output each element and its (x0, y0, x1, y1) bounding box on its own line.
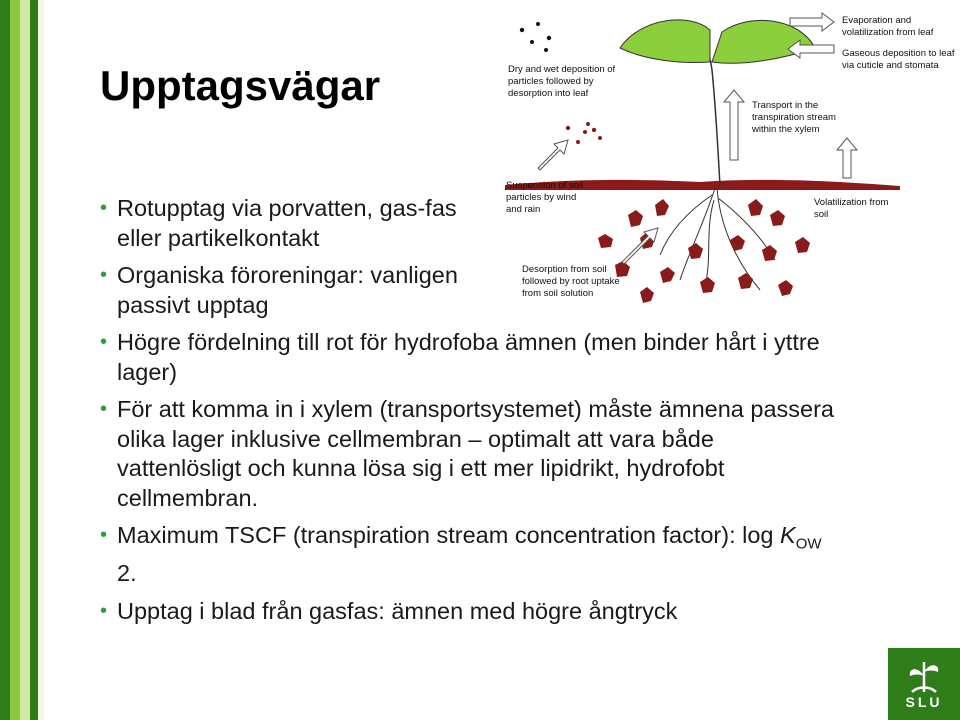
bullet-organic-pollutants: • Organiska föroreningar: vanligen passivt upptag (100, 261, 487, 320)
tscf-prefix: Maximum TSCF (transpiration stream concentration factor): log (117, 522, 781, 548)
bullet-list (100, 194, 840, 634)
bullet-max-tscf (100, 521, 840, 589)
tscf-suffix: 2. (117, 560, 137, 587)
tscf-subscript: OW (795, 535, 822, 553)
slide-title: Upptagsvägar (100, 62, 381, 109)
slu-logo-text: SLU (905, 694, 943, 710)
decorative-side-bars (0, 0, 48, 720)
label-gaseous-deposition: Gaseous deposition to leaf via cuticle and stomata (842, 48, 955, 71)
label-evaporation: Evaporation and volatilization from leaf (842, 15, 934, 38)
label-dry-wet-deposition: Dry and wet deposition of particles followed by desorption into leaf (508, 64, 616, 99)
label-xylem-transport: Transport in the transpiration stream within the xylem (752, 100, 836, 135)
deposition-particles (520, 22, 551, 52)
bullet-xylem-entry: • För att komma in i xylem (transportsystemet) måste ämnena passera olika lager inklusive cellmembran – optimalt att vara både vattenlösligt och kunna lösa sig i ett mer lipidrikt, hydrofobt cellmembran. (100, 395, 840, 513)
label-soil-volatilization: Volatilization from soil (814, 197, 889, 220)
left-leaf (620, 20, 710, 63)
bullet-hydrophobic-distribution: • Högre fördelning till rot för hydrofoba ämnen (men binder hårt i yttre lager) (100, 328, 840, 387)
slu-logo (888, 648, 960, 720)
bullet-root-uptake: • Rotupptag via porvatten, gas-fas eller partikelkontakt (100, 194, 487, 253)
tscf-k: K (780, 522, 796, 548)
slu-sprout-icon (888, 648, 960, 698)
label-desorption: Desorption from soil followed by root uptake from soil solution (522, 264, 620, 299)
label-suspension: Suspension of soil particles by wind and rain (506, 180, 584, 215)
bullet-leaf-gas-uptake: • Upptag i blad från gasfas: ämnen med högre ångtryck (100, 597, 840, 627)
suspended-particles (566, 122, 602, 144)
